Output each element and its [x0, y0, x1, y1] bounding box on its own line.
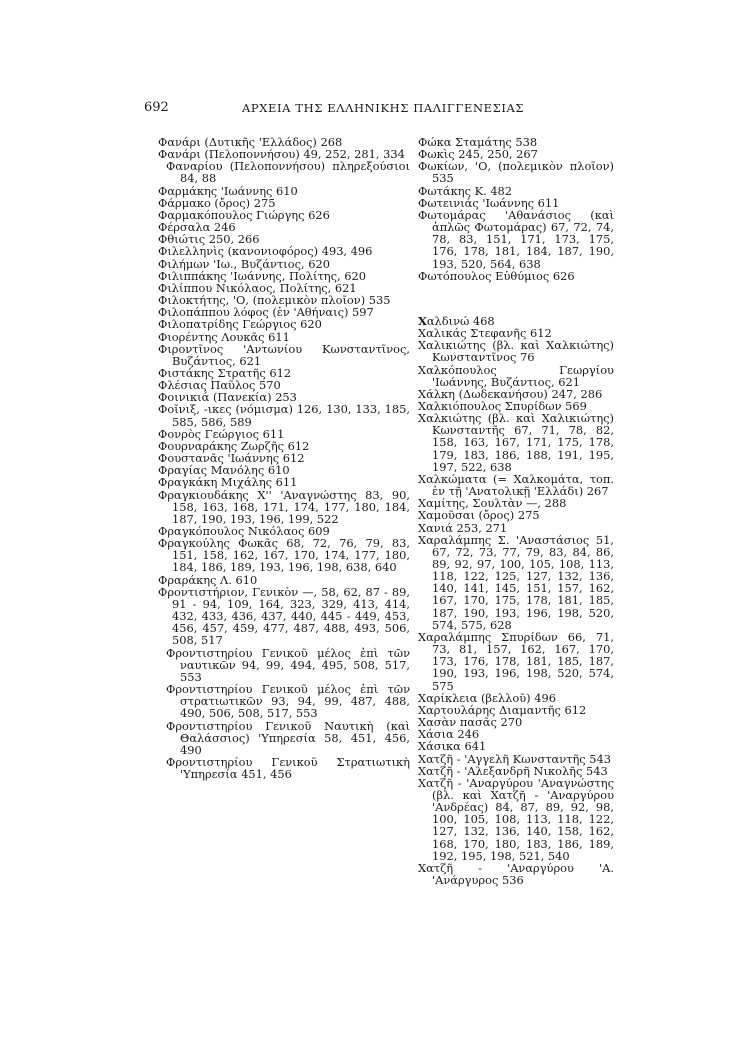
index-entry: Φανάρι (Πελοποννήσου) 49, 252, 281, 334 — [158, 147, 405, 162]
index-entry: Χαλικάς Στεφανῆς 612 — [418, 326, 552, 341]
index-entry: Φέρσαλα 246 — [158, 220, 236, 235]
index-entry: Φιορέντης Λουκᾶς 611 — [158, 329, 290, 344]
index-subentry: Φαναρίου (Πελοποννήσου) πληρεξούσιοι 84, 88 — [166, 159, 410, 186]
index-entry: Φάρμακο (ὄρος) 275 — [158, 195, 276, 210]
index-entry: Χαμίτης, Σουλτὰν —, 288 — [418, 496, 567, 511]
index-entry: Χαρτουλάρης Διαμαντῆς 612 — [418, 702, 587, 717]
index-entry: Φωτόπουλος Εὐθύμιος 626 — [418, 268, 575, 283]
index-entry: Φωκίων, 'Ο, (πολεμικὸν πλοῖον) 535 — [418, 159, 614, 186]
index-entry: Χατζῆ - 'Αναργύρου 'Α. 'Ανάργυρος 536 — [418, 860, 614, 888]
page-number: 692 — [144, 100, 169, 115]
index-entry: Φραράκης Λ. 610 — [158, 572, 258, 587]
index-entry: Φαρμακόπουλος Γιώργης 626 — [158, 207, 330, 222]
index-entry: Φιστάκης Στρατῆς 612 — [158, 365, 292, 380]
index-entry: Φωτομάρας 'Αθανάσιος (καὶ ἁπλῶς Φωτομάρας) 67, 72, 74, 78, 83, 151, 171, 173, 175, 176, 178, 181, 184, 187, 190, 193, 520, 564, 638 — [418, 207, 614, 271]
index-entry: Φιλοπατρίδης Γεώργιος 620 — [158, 317, 322, 332]
index-entry: Χατζῆ - 'Αγγελῆ Κωνσταντῆς 543 — [418, 751, 612, 766]
index-entry: Φιλοκτήτης, 'Ο, (πολεμικὸν πλοῖον) 535 — [158, 293, 391, 308]
index-entry: Φοινικιά (Πανεκία) 253 — [158, 390, 297, 405]
section-gap — [418, 282, 614, 315]
index-entry: Χαραλάμπης Σπυρίδων 66, 71, 73, 81, 157, 162, 167, 170, 173, 176, 178, 181, 185, 187, 190, 193, 196, 198, 520, 574, 575 — [418, 629, 614, 693]
index-entry: Φαρμάκης 'Ιωάννης 610 — [158, 183, 298, 198]
index-entry: Χάσια 246 — [418, 727, 480, 742]
index-entry: Φιλοπάππου λόφος (ἐν 'Αθήναις) 597 — [158, 305, 374, 320]
index-entry: Φανάρι (Δυτικῆς 'Ελλάδος) 268 — [158, 135, 343, 149]
index-column-right — [418, 136, 614, 886]
index-entry: Φιλιππάκης 'Ιωάννης, Πολίτης, 620 — [158, 268, 366, 283]
index-entry: Φιροντῖνος 'Αντωνίου Κωνσταντῖνος, Βυζάντιος, 621 — [158, 341, 410, 368]
index-entry: Φροντιστήριον, Γενικὸν —, 58, 62, 87 - 89, 91 - 94, 109, 164, 323, 329, 413, 414, 432, 433, 436, 437, 440, 445 - 449, 453, 456, 457, 459, 477, 487, 488, 493, 506, 508, 517 — [158, 584, 410, 648]
index-subentry: Φροντιστηρίου Γενικοῦ μέλος ἐπὶ τῶν ναυτικῶν 94, 99, 494, 495, 508, 517, 553 — [166, 645, 410, 684]
index-entry: Χατζῆ - 'Αναργύρου 'Αναγνώστης (βλ. καὶ Χατζῆ - 'Αναργύρου 'Ανδρέας) 84, 87, 89, 92, 98, 100, 105, 108, 113, 118, 122, 127, 132, 136, 140, 158, 162, 168, 170, 180, 183, 186, 189, 192, 195, 198, 521, 540 — [418, 775, 614, 863]
index-entry: Φουρναράκης Ζωρζῆς 612 — [158, 438, 310, 453]
index-entry: Χαραλάμπης Σ. 'Αναστάσιος 51, 67, 72, 73, 77, 79, 83, 84, 86, 89, 92, 97, 100, 105, 108, 113, 118, 122, 125, 127, 132, 136, 140, 141, 145, 151, 157, 162, 167, 170, 175, 178, 181, 185, 187, 190, 193, 196, 198, 520, 574, 575, 628 — [418, 532, 614, 632]
index-entry: Φωκὶς 245, 250, 267 — [418, 147, 538, 162]
index-entry: Φονρὸς Γεώργιος 611 — [158, 426, 285, 441]
index-entry: Χαλκιόπουλος Σπυρίδων 569 — [418, 398, 587, 413]
index-subentry: Φροντιστηρίου Γενικοῦ Ναυτικὴ (καὶ Θαλάσσιος) 'Υπηρεσία 58, 451, 456, 490 — [166, 718, 410, 757]
index-entry: Φθιώτις 250, 266 — [158, 232, 260, 247]
index-entry: Φωτάκης Κ. 482 — [418, 183, 513, 198]
index-entry: Χάσικα 641 — [418, 739, 487, 754]
index-entry: Φλέσιας Παῦλος 570 — [158, 378, 281, 393]
index-subentry: Φροντιστηρίου Γενικοῦ Στρατιωτικὴ 'Υπηρεσία 451, 456 — [166, 754, 410, 782]
index-entry: Φωτεινιάς 'Ιωάννης 611 — [418, 195, 560, 210]
index-entry: Χαμοῦσαι (ὄρος) 275 — [418, 508, 540, 523]
index-entry: Χαλδινώ 468 — [418, 313, 495, 328]
index-entry: Χαρίκλεια (βελλοῦ) 496 — [418, 690, 556, 705]
index-entry: Χαλκώματα (= Χαλκομάτα, τοπ. ἐν τῇ 'Ανατολικῇ 'Ελλάδι) 267 — [418, 471, 614, 499]
index-column-left — [158, 136, 410, 780]
index-entry: Φουστανᾶς 'Ιωάννης 612 — [158, 451, 305, 466]
index-entry: Χανιά 253, 271 — [418, 520, 508, 535]
index-entry: Φραγκόπουλος Νικόλαος 609 — [158, 524, 330, 538]
index-section-phi — [418, 136, 614, 282]
index-entry: Φραγκιουδάκης Χ'' 'Αναγνώστης 83, 90, 158, 163, 168, 171, 174, 177, 180, 184, 187, 190, 193, 196, 199, 522 — [158, 487, 410, 526]
index-section-chi — [418, 315, 614, 886]
index-entry: Χάλκη (Δωδεκανήσου) 247, 286 — [418, 386, 603, 401]
index-entry: Φοῖνιξ, -ικες (νόμισμα) 126, 130, 133, 185, 585, 586, 589 — [158, 402, 410, 429]
index-entry: Χασὰν πασᾶς 270 — [418, 715, 523, 730]
running-header — [144, 100, 589, 118]
index-entry: Χαλκόπουλος Γεωργίου 'Ιωάννης, Βυζάντιος, 621 — [418, 362, 614, 389]
index-entry: Χαλκιώτης (βλ. καὶ Χαλικιώτης) Κωνσταντῆς 67, 71, 78, 82, 158, 163, 167, 171, 175, 178, 179, 183, 186, 188, 191, 195, 197, 522, 638 — [418, 411, 614, 474]
index-entry: Χαλικιώτης (βλ. καὶ Χαλκιώτης) Κωνσταντῖνος 76 — [418, 338, 614, 365]
index-entry: Χατζῆ - 'Αλεξανδρῆ Νικολῆς 543 — [418, 763, 608, 778]
section-initial: Χ — [418, 313, 427, 328]
index-entry: Φραγκούλης Φωκᾶς 68, 72, 76, 79, 83, 151, 158, 162, 167, 170, 174, 177, 180, 184, 186, 189, 193, 196, 198, 638, 640 — [158, 536, 410, 575]
index-entry: Φώκα Σταμάτης 538 — [418, 135, 538, 149]
index-entry: Φιλελληνὶς (κανονιοφόρος) 493, 496 — [158, 244, 373, 259]
index-entry: Φραγκάκη Μιχάλης 611 — [158, 475, 298, 490]
index-entry: Φραγίας Μανόλης 610 — [158, 463, 290, 478]
index-entry: Φιλίππου Νικόλαος, Πολίτης, 621 — [158, 280, 357, 295]
page-title: ΑΡΧΕΙΑ ΤΗΣ ΕΛΛΗΝΙΚΗΣ ΠΑΛΙΓΓΕΝΕΣΙΑΣ — [242, 101, 525, 115]
index-entry: Φιλήμων 'Ιω., Βυζάντιος, 620 — [158, 256, 330, 271]
index-subentry: Φροντιστηρίου Γενικοῦ μέλος ἐπὶ τῶν στρατιωτικῶν 93, 94, 99, 487, 488, 490, 506, 508, 517, 553 — [166, 682, 410, 721]
